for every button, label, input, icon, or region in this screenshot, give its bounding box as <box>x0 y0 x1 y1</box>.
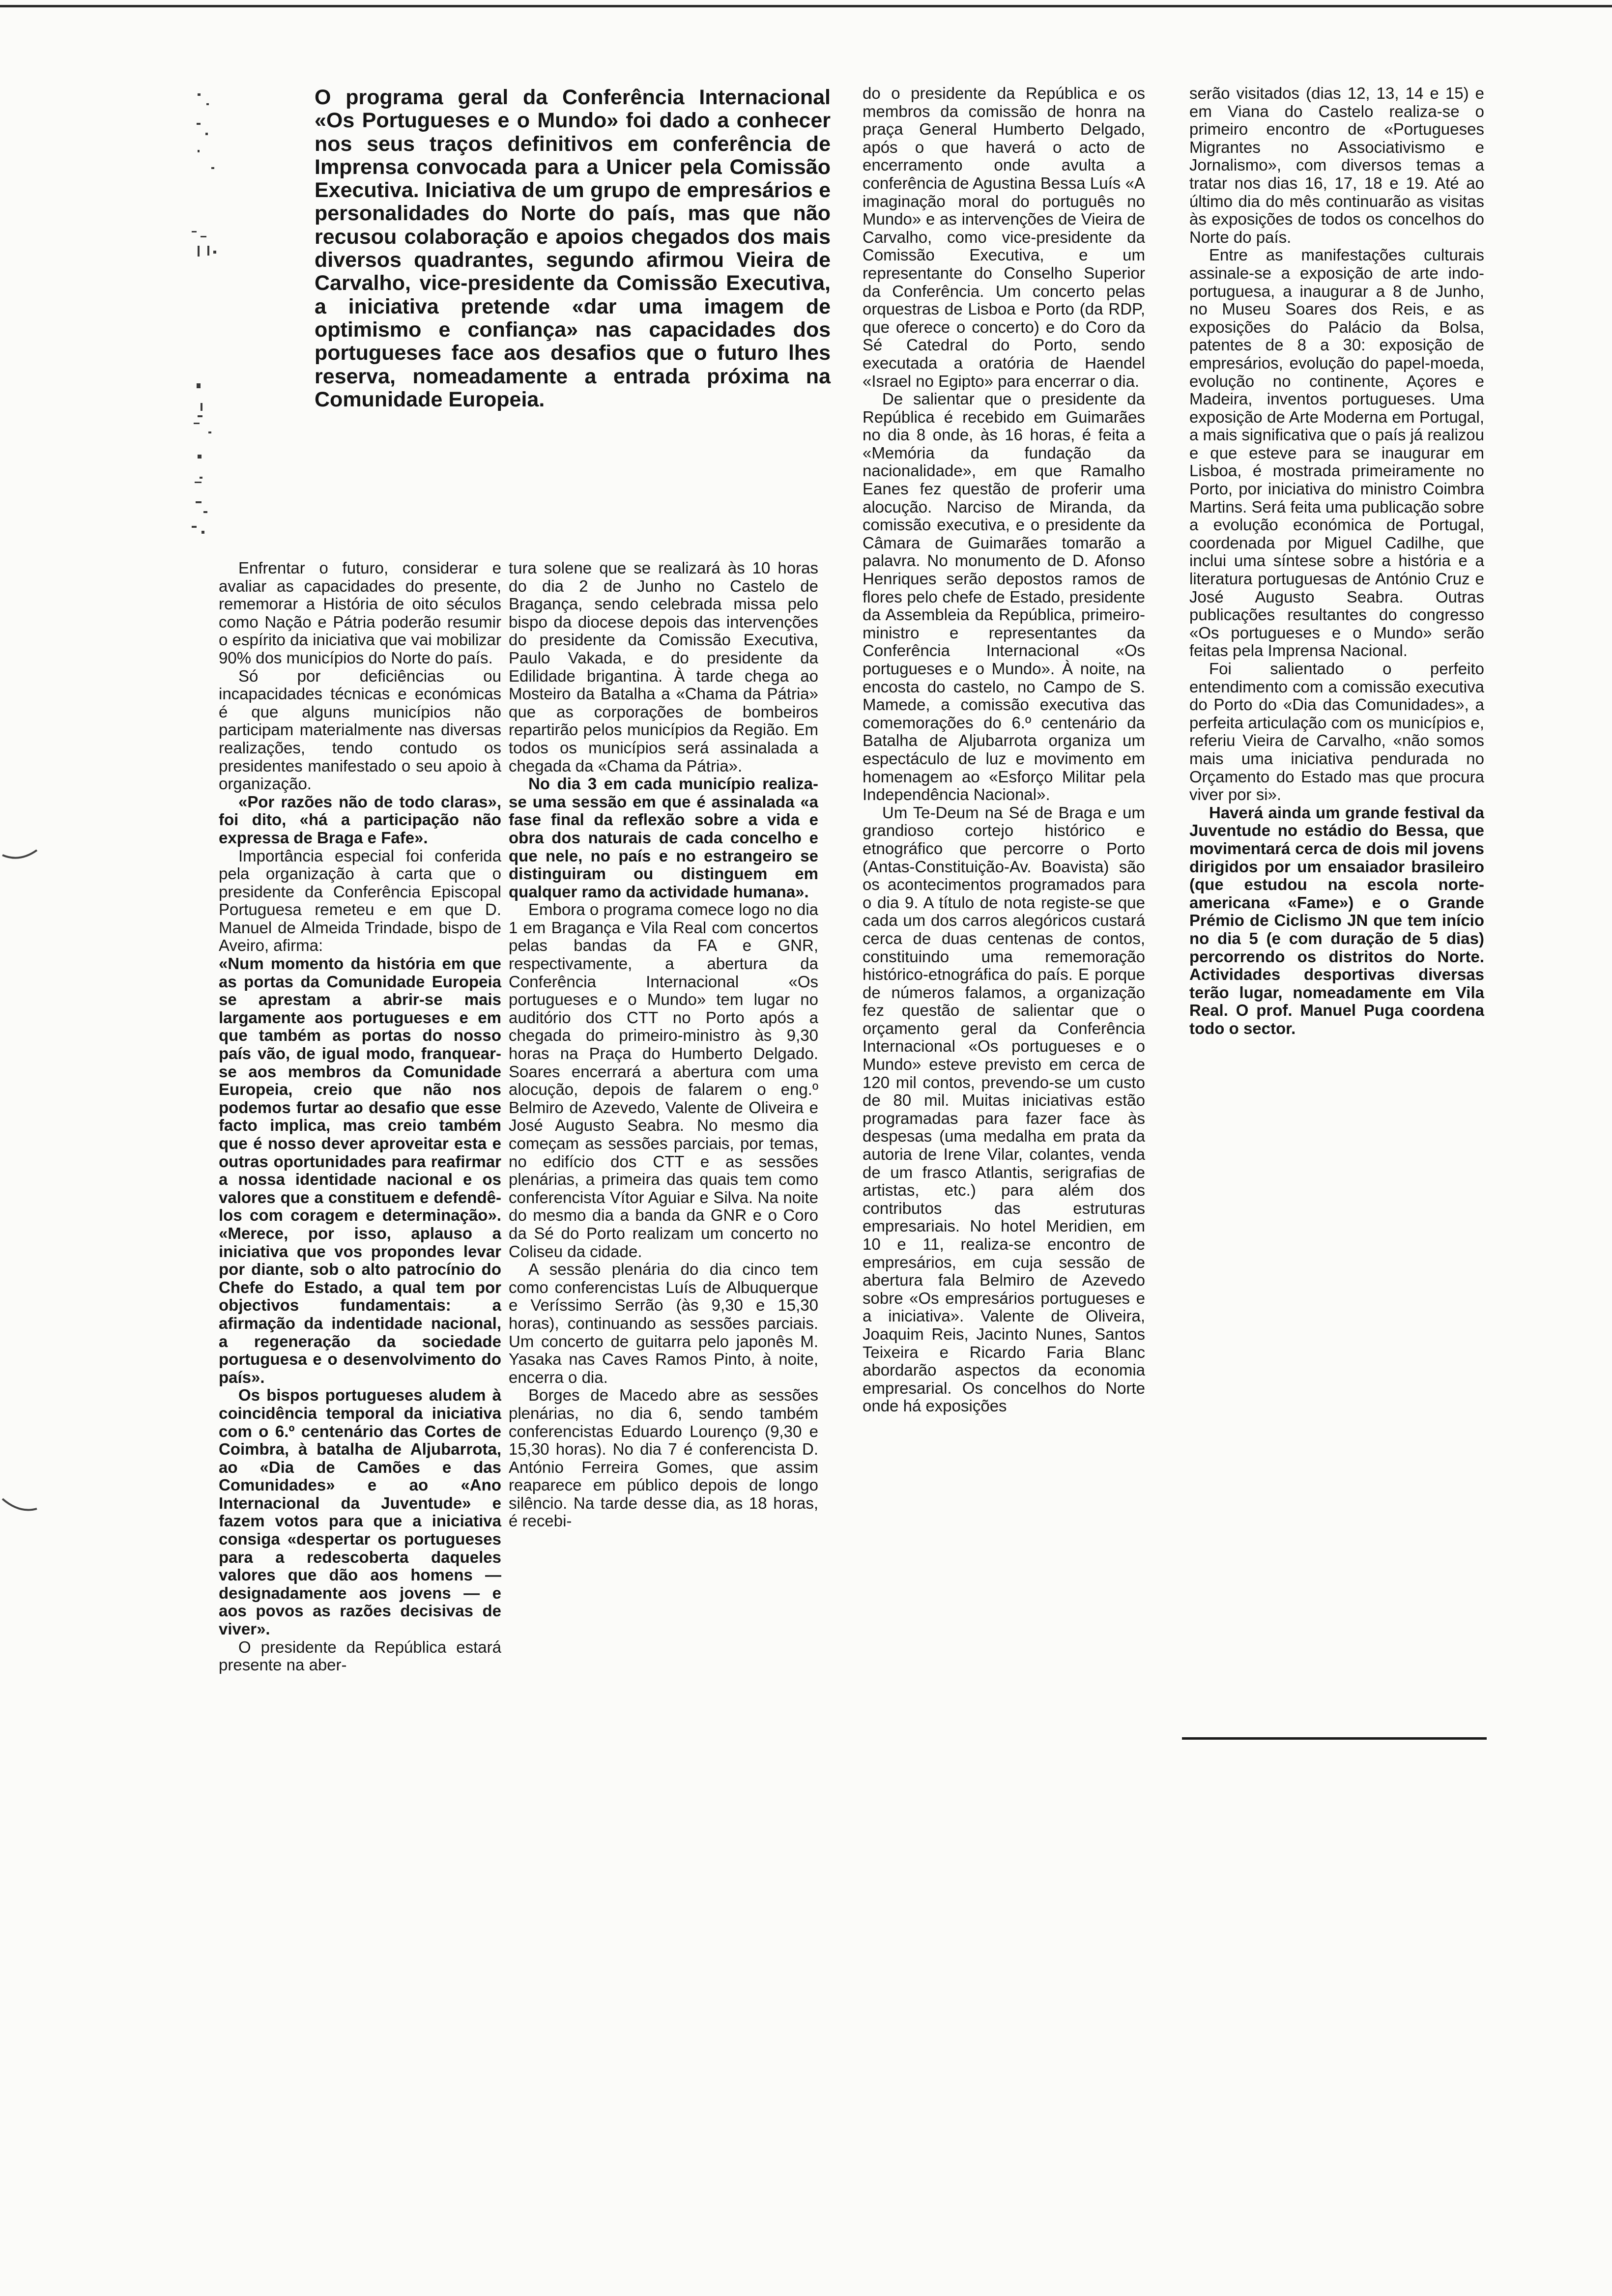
article-paragraph: Um Te-Deum na Sé de Braga e um grandioso cortejo histórico e etnográfico que percorre o Porto (Antas-Constituição-Av. Boavista) são os acontecimentos programados para o dia 9. A título de nota registe-se que cada um dos carros alegóricos custará cerca de duas centenas de contos, constituindo uma rememoração histórico-etnográfica do país. E porque de números falamos, a organização fez questão de salientar que o orçamento geral da Conferência Internacional «Os portugueses e o Mundo» esteve previsto em cerca de 120 mil contos, prevendo-se um custo de 80 mil. Muitas iniciativas estão programadas para fazer face às despesas (uma medalha em prata da autoria de Irene Vilar, colantes, venda de um frasco Atlantis, serigrafias de artistas, etc.) para além dos contributos das estruturas empresariais. No hotel Meridien, em 10 e 11, realiza-se encontro de empresários, em cuja sessão de abertura fala Belmiro de Azevedo sobre «Os empresários portugueses e a iniciativa». Valente de Oliveira, Joaquim Reis, Jacinto Nunes, Santos Teixeira e Ricardo Faria Blanc abordarão aspectos da economia empresarial. Os concelhos do Norte onde há exposições <box>863 803 1145 1415</box>
article-paragraph: De salientar que o presidente da República é recebido em Guimarães no dia 8 onde, às 16 horas, é feita a «Memória da fundação da nacionalidade», em que Ramalho Eanes fez questão de proferir uma alocução. Narciso de Miranda, da comissão executiva, e o presidente da Câmara de Guimarães tomarão a palavra. No monumento de D. Afonso Henriques serão depostos ramos de flores pelo chefe de Estado, presidente da Assembleia da República, primeiro-ministro e representantes da Conferência Internacional «Os portugueses e o Mundo». À noite, na encosta do castelo, no Campo de S. Mamede, a comissão executiva das comemorações do 6.º centenário da Batalha de Aljubarrota organiza um espectáculo de luz e movimento em homenagem ao «Esforço Militar pela Independência Nacional». <box>863 390 1145 804</box>
article-paragraph: serão visitados (dias 12, 13, 14 e 15) e em Viana do Castelo realiza-se o primeiro encontro de «Portugueses Migrantes no Associativismo e Jornalismo», com diversos temas a tratar nos dias 16, 17, 18 e 19. Até ao último dia do mês continuarão as visitas às exposições de todos os concelhos do Norte do país. <box>1189 84 1484 246</box>
article-column-4 <box>1189 85 1484 1037</box>
margin-punch-mark <box>0 835 39 865</box>
article-paragraph: A sessão plenária do dia cinco tem como conferencistas Luís de Albuquerque e Veríssimo Serrão (às 9,30 e 15,30 horas), continuando as sessões parciais. Um concerto de guitarra pelo japonês M. Yasaka nas Caves Ramos Pinto, à noite, encerra o dia. <box>509 1260 818 1386</box>
article-paragraph: Os bispos portugueses aludem à coincidência temporal da iniciativa com o 6.º centenário das Cortes de Coimbra, à batalha de Aljubarrota, ao «Dia de Camões e das Comunidades» e ao «Ano Internacional da Juventude» e fazem votos para que a iniciativa consiga «despertar os portugueses para a redescoberta daqueles valores que dão aos homens — designadamente aos jovens — e aos povos as razões decisivas de viver». <box>219 1386 501 1638</box>
article-column-2 <box>509 559 818 1530</box>
article-column-1 <box>219 559 501 1674</box>
article-paragraph: Haverá ainda um grande festival da Juventude no estádio do Bessa, que movimentará cerca de dois mil jovens dirigidos por um ensaiador brasileiro (que estudou na escola norte-americana «Fame») e o Grande Prémio de Ciclismo JN que tem início no dia 5 (e com duração de 5 dias) percorrendo os distritos do Norte. Actividades desportivas diversas terão lugar, nomeadamente em Vila Real. O prof. Manuel Puga coordena todo o sector. <box>1189 803 1484 1037</box>
article-paragraph: Só por deficiências ou incapacidades técnicas e económicas é que alguns municípios não participam materialmente nas diversas realizações, tendo contudo os presidentes manifestado o seu apoio à organização. <box>219 666 501 793</box>
article-paragraph: Borges de Macedo abre as sessões plenárias, no dia 6, sendo também conferencistas Eduardo Lourenço (9,30 e 15,30 horas). No dia 7 é conferencista D. António Ferreira Gomes, que assim reaparece em público depois de longo silêncio. Na tarde desse dia, as 18 horas, é recebi- <box>509 1386 818 1530</box>
article-end-rule <box>1182 1737 1487 1740</box>
article-paragraph: O presidente da República estará presente na aber- <box>219 1637 501 1674</box>
margin-punch-mark <box>0 1494 39 1523</box>
article-paragraph: Foi salientado o perfeito entendimento com a comissão executiva do Porto do «Dia das Comunidades», a perfeita articulação com os municípios e, referiu Vieira de Carvalho, «não somos mais uma iniciativa pendurada no Orçamento do Estado mas que procura viver por si». <box>1189 660 1484 804</box>
article-paragraph: do o presidente da República e os membros da comissão de honra na praça General Humberto Delgado, após o que haverá o acto de encerramento onde avulta a conferência de Agustina Bessa Luís «A imaginação moral do português no Mundo» e as intervenções de Vieira de Carvalho, como vice-presidente da Comissão Executiva, e um representante do Conselho Superior da Conferência. Um concerto pelas orquestras de Lisboa e Porto (da RDP, que oferece o concerto) e do Coro da Sé Catedral do Porto, sendo executada a oratória de Haendel «Israel no Egipto» para encerrar o dia. <box>863 84 1145 390</box>
article-paragraph: «Por razões não de todo claras», foi dito, «há a participação não expressa de Braga e Fafe». <box>219 792 501 847</box>
article-paragraph: No dia 3 em cada município realiza-se uma sessão em que é assinalada «a fase final da reflexão sobre a vida e obra dos naturais de cada concelho e que nele, no país e no estrangeiro se distinguiram ou distinguem em qualquer ramo da actividade humana». <box>509 775 818 901</box>
article-column-3 <box>863 85 1145 1415</box>
article-paragraph: Importância especial foi conferida pela organização à carta que o presidente da Conferência Episcopal Portuguesa remeteu e em que D. Manuel de Almeida Trindade, bispo de Aveiro, afirma: <box>219 846 501 955</box>
article-paragraph: tura solene que se realizará às 10 horas do dia 2 de Junho no Castelo de Bragança, sendo celebrada missa pelo bispo da diocese depois das intervenções do presidente da Comissão Executiva, Paulo Vakada, e do presidente da Edilidade brigantina. À tarde chega ao Mosteiro da Batalha a «Chama da Pátria» que as corporações de bombeiros repartirão pelos municípios da Região. Em todos os municípios será assinalada a chegada da «Chama da Pátria». <box>509 559 818 775</box>
article-paragraph: «Num momento da história em que as portas da Comunidade Europeia se aprestam a abrir-se mais largamente aos portugueses e em que também as portas do nosso país vão, de igual modo, franquear-se aos membros da Comunidade Europeia, creio que não nos podemos furtar ao desafio que esse facto implica, mas creio também que é nosso dever aproveitar esta e outras oportunidades para reafirmar a nossa identidade nacional e os valores que a constituem e defendê-los com coragem e determinação». «Merece, por isso, aplauso a iniciativa que vos propondes levar por diante, sob o alto patrocínio do Chefe do Estado, a qual tem por objectivos fundamentais: a afirmação da indentidade nacional, a regeneração da sociedade portuguesa e o desenvolvimento do país». <box>219 954 501 1386</box>
top-rule <box>0 5 1612 7</box>
article-paragraph: Embora o programa comece logo no dia 1 em Bragança e Vila Real com concertos pelas bandas da FA e GNR, respectivamente, a abertura da Conferência Internacional «Os portugueses e o Mundo» tem lugar no auditório dos CTT no Porto após a chegada do primeiro-ministro às 9,30 horas na Praça do Humberto Delgado. Soares encerrará a abertura com uma alocução, depois de falarem o eng.º Belmiro de Azevedo, Valente de Oliveira e José Augusto Seabra. No mesmo dia começam as sessões parciais, por temas, no edifício dos CTT e as sessões plenárias, a primeira das quais tem como conferencista Vítor Aguiar e Silva. Na noite do mesmo dia a banda da GNR e o Coro da Sé do Porto realizam um concerto no Coliseu da cidade. <box>509 900 818 1261</box>
article-paragraph: Enfrentar o futuro, considerar e avaliar as capacidades do presente, rememorar a História de oito séculos como Nação e Pátria poderão resumir o espírito da iniciativa que vai mobilizar 90% dos municípios do Norte do país. <box>219 559 501 667</box>
article-paragraph: Entre as manifestações culturais assinale-se a exposição de arte indo-portuguesa, a inaugurar a 8 de Junho, no Museu Soares dos Reis, e as exposições do Palácio da Bolsa, patentes de 8 a 30: exposição de empresários, evolução do papel-moeda, evolução no continente, Açores e Madeira, inventos portugueses. Uma exposição de Arte Moderna em Portugal, a mais significativa que o país já realizou e que esteve para se inaugurar em Lisboa, é mostrada primeiramente no Porto, por iniciativa do ministro Coimbra Martins. Será feita uma publicação sobre a evolução económica de Portugal, coordenada por Miguel Cadilhe, que inclui uma síntese sobre a história e a literatura portuguesas de António Cruz e José Augusto Seabra. Outras publicações resultantes do congresso «Os portugueses e o Mundo» serão feitas pela Imprensa Nacional. <box>1189 246 1484 660</box>
margin-marks <box>187 88 221 629</box>
lede-paragraph: O programa geral da Conferência Internacional «Os Portugueses e o Mundo» foi dado a conhecer nos seus traços definitivos em conferência de Imprensa convocada para a Unicer pela Comissão Executiva. Iniciativa de um grupo de empresários e personalidades do Norte do país, mas que não recusou colaboração e apoios chegados dos mais diversos quadrantes, segundo afirmou Vieira de Carvalho, vice-presidente da Comissão Executiva, a iniciativa pretende «dar uma imagem de optimismo e confiança» nas capacidades dos portugueses face aos desafios que o futuro lhes reserva, nomeadamente a entrada próxima na Comunidade Europeia. <box>315 86 831 411</box>
